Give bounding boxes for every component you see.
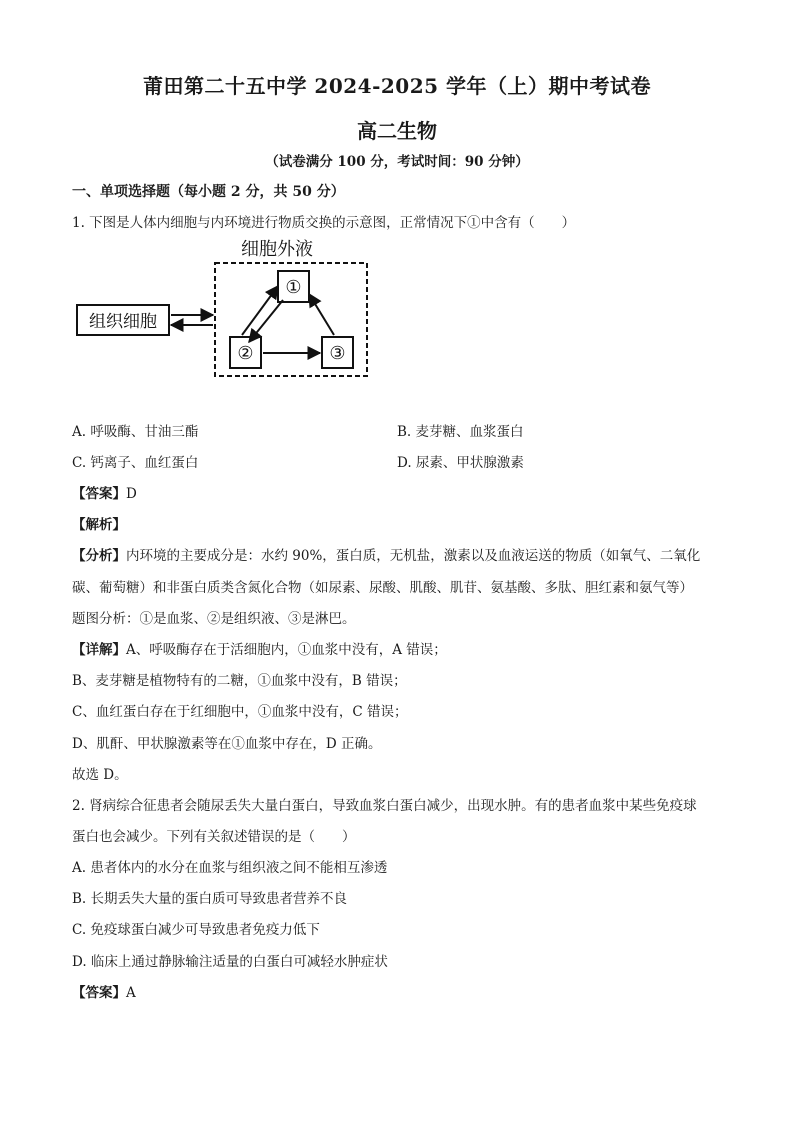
q1-detail-d: D、肌酐、甲状腺激素等在①血浆中存在，D 正确。 bbox=[72, 736, 382, 752]
q1-option-c: C. 钙离子、血红蛋白 bbox=[72, 455, 199, 471]
detail-a-text: A、呼吸酶存在于活细胞内，①血浆中没有，A 错误； bbox=[126, 642, 447, 658]
detail-tag: 【详解】 bbox=[72, 642, 126, 658]
answer-tag: 【答案】 bbox=[72, 486, 126, 502]
answer-value: D bbox=[126, 486, 137, 502]
exam-meta: （试卷满分 100 分，考试时间：90 分钟） bbox=[265, 154, 529, 170]
figure-outer-label: 细胞外液 bbox=[241, 239, 313, 260]
section-heading: 一、单项选择题（每小题 2 分，共 50 分） bbox=[72, 184, 345, 200]
q1-option-a: A. 呼吸酶、甘油三酯 bbox=[72, 424, 199, 440]
fenxi-tag: 【分析】 bbox=[72, 548, 126, 564]
q2-answer bbox=[72, 985, 136, 1001]
q1-stem: 1. 下图是人体内细胞与内环境进行物质交换的示意图，正常情况下①中含有（ ） bbox=[72, 215, 576, 231]
q1-conclusion: 故选 D。 bbox=[72, 767, 128, 783]
q1-detail-b: B、麦芽糖是植物特有的二糖，①血浆中没有，B 错误； bbox=[72, 673, 407, 689]
q2-option-b: B. 长期丢失大量的蛋白质可导致患者营养不良 bbox=[72, 891, 348, 907]
answer-value: A bbox=[126, 985, 136, 1001]
answer-tag: 【答案】 bbox=[72, 985, 126, 1001]
q1-fenxi-line-2: 碳、葡萄糖）和非蛋白质类含氮化合物（如尿素、尿酸、肌酸、肌苷、氨基酸、多肽、胆红素和氨气等） bbox=[72, 580, 693, 596]
q2-option-a: A. 患者体内的水分在血浆与组织液之间不能相互渗透 bbox=[72, 860, 388, 876]
q1-option-d: D. 尿素、甲状腺激素 bbox=[397, 455, 524, 471]
q1-detail-c: C、血红蛋白存在于红细胞中，①血浆中没有，C 错误； bbox=[72, 704, 408, 720]
q1-option-b: B. 麦芽糖、血浆蛋白 bbox=[397, 424, 524, 440]
tissue-cell-label: 组织细胞 bbox=[89, 312, 157, 332]
lymph-label: ③ bbox=[329, 343, 346, 364]
q2-stem-line-2: 蛋白也会减少。下列有关叙述错误的是（ ） bbox=[72, 829, 356, 845]
arrow-plasma-to-tissue bbox=[249, 300, 283, 342]
q1-detail-a bbox=[72, 642, 447, 658]
arrow-lymph-to-plasma bbox=[309, 294, 334, 335]
plasma-label: ① bbox=[285, 277, 302, 298]
q2-stem-line-1: 2. 肾病综合征患者会随尿丢失大量白蛋白，导致血浆白蛋白减少，出现水肿。有的患者血浆中某些免疫球 bbox=[72, 798, 697, 814]
q1-answer bbox=[72, 486, 137, 502]
q1-fenxi-line-1 bbox=[72, 548, 700, 564]
tissue-fluid-label: ② bbox=[237, 343, 254, 364]
fenxi-text: 内环境的主要成分是：水约 90%，蛋白质，无机盐，激素以及血液运送的物质（如氧气、二氧化 bbox=[126, 548, 701, 564]
q2-option-d: D. 临床上通过静脉输注适量的白蛋白可减轻水肿症状 bbox=[72, 954, 388, 970]
q2-option-c: C. 免疫球蛋白减少可导致患者免疫力低下 bbox=[72, 922, 320, 938]
q1-analysis-tag: 【解析】 bbox=[72, 517, 126, 533]
q1-figure bbox=[72, 238, 372, 388]
exam-subject: 高二生物 bbox=[357, 119, 437, 143]
exam-title: 莆田第二十五中学 2024-2025 学年（上）期中考试卷 bbox=[142, 74, 652, 98]
q1-fenxi-line-3: 题图分析：①是血浆、②是组织液、③是淋巴。 bbox=[72, 611, 356, 627]
